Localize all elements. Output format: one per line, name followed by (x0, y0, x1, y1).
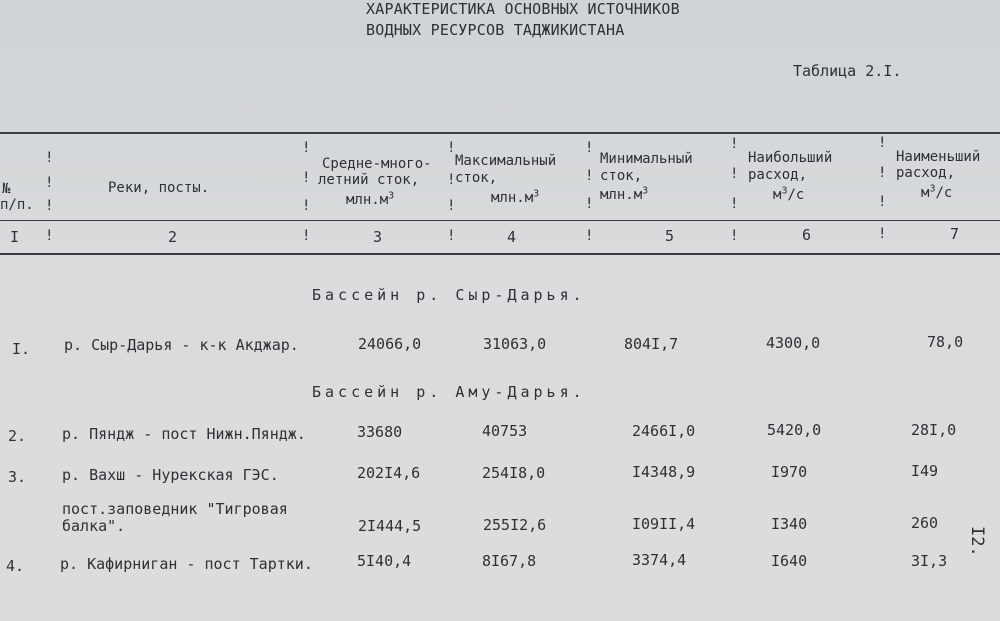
col-header-7-l3: $м^3/с$ (921, 183, 953, 201)
col-header-rivers: Реки, посты. (108, 180, 210, 196)
row-number: I. (12, 340, 31, 358)
col-header-6-l2: расход, (748, 167, 808, 183)
row-min-flow: I4348,9 (632, 463, 696, 481)
row-max-flow: 31063,0 (483, 335, 547, 353)
col-header-5-l2: сток, (600, 168, 643, 184)
col-number-3: 3 (373, 228, 383, 246)
doc-title-line2: ВОДНЫХ РЕСУРСОВ ТАДЖИКИСТАНА (366, 21, 625, 39)
row-max-discharge: I640 (771, 552, 808, 570)
page-number: I2. (967, 526, 987, 557)
row-river-name: р. Пяндж - пост Нижн.Пяндж. (62, 425, 306, 443)
col-header-6-l1: Наибольший (748, 150, 833, 166)
col-header-3-l3: $млн.м^3$ (346, 190, 395, 208)
section-heading-syr: Бассейн р. Сыр-Дарья. (312, 286, 586, 304)
table-top-rule (0, 132, 1000, 134)
col-header-5-l3: $млн.м^3$ (600, 185, 649, 203)
row-min-discharge: 28I,0 (911, 421, 957, 439)
col-header-number-l1: № (2, 181, 11, 197)
col-header-4-l1: Максимальный (455, 153, 557, 169)
row-max-flow: 255I2,6 (483, 516, 547, 534)
row-mean-flow: 24066,0 (358, 335, 422, 353)
row-river-name-line2: балка". (62, 517, 126, 535)
header-divider (0, 220, 1000, 221)
row-min-discharge: 260 (911, 514, 939, 532)
row-min-discharge: 3I,3 (911, 552, 948, 570)
col-number-1: I (10, 228, 20, 246)
row-max-discharge: 4300,0 (766, 334, 821, 352)
row-max-flow: 254I8,0 (482, 464, 546, 482)
col-number-4: 4 (507, 228, 517, 246)
row-min-flow: 804I,7 (624, 335, 679, 353)
doc-title-line1: ХАРАКТЕРИСТИКА ОСНОВНЫХ ИСТОЧНИКОВ (366, 0, 680, 18)
row-number: 3. (8, 468, 27, 486)
section-heading-amu: Бассейн р. Аму-Дарья. (312, 383, 586, 401)
row-river-name-line1: пост.заповедник "Тигровая (62, 500, 288, 518)
row-number: 2. (8, 427, 27, 445)
col-number-6: 6 (802, 226, 812, 244)
row-max-discharge: I970 (771, 463, 808, 481)
row-max-flow: 40753 (482, 422, 528, 440)
col-header-6-l3: $м^3/с$ (773, 185, 805, 203)
header-bottom-rule (0, 253, 1000, 255)
col-number-7: 7 (950, 225, 960, 243)
row-min-flow: 3374,4 (632, 551, 687, 569)
col-number-2: 2 (168, 228, 178, 246)
col-header-3-l1: Средне-много- (322, 156, 432, 172)
row-river-name: р. Сыр-Дарья - к-к Акджар. (64, 336, 299, 354)
col-header-7-l2: расход, (896, 165, 956, 181)
row-min-flow: 2466I,0 (632, 422, 696, 440)
row-river-name: р. Вахш - Нурекская ГЭС. (62, 466, 279, 484)
row-river-name: р. Кафирниган - пост Тартки. (60, 555, 313, 573)
row-mean-flow: 5I40,4 (357, 552, 412, 570)
col-header-7-l1: Наименьший (896, 149, 981, 165)
col-header-4-l3: $млн.м^3$ (491, 188, 540, 206)
col-header-3-l2: летний сток, (318, 172, 420, 188)
row-max-discharge: 5420,0 (767, 421, 822, 439)
row-number: 4. (6, 557, 25, 575)
col-header-5-l1: Минимальный (600, 151, 693, 167)
table-label: Таблица 2.I. (793, 62, 902, 80)
row-mean-flow: 33680 (357, 423, 403, 441)
row-mean-flow: 2I444,5 (358, 517, 422, 535)
col-header-number-l2: п/п. (0, 197, 34, 213)
row-min-discharge: I49 (911, 462, 939, 480)
row-mean-flow: 202I4,6 (357, 464, 421, 482)
row-max-discharge: I340 (771, 515, 808, 533)
row-min-discharge: 78,0 (927, 333, 964, 351)
col-number-5: 5 (665, 227, 675, 245)
row-min-flow: I09II,4 (632, 515, 696, 533)
row-max-flow: 8I67,8 (482, 552, 537, 570)
col-header-4-l2: сток, (455, 170, 498, 186)
